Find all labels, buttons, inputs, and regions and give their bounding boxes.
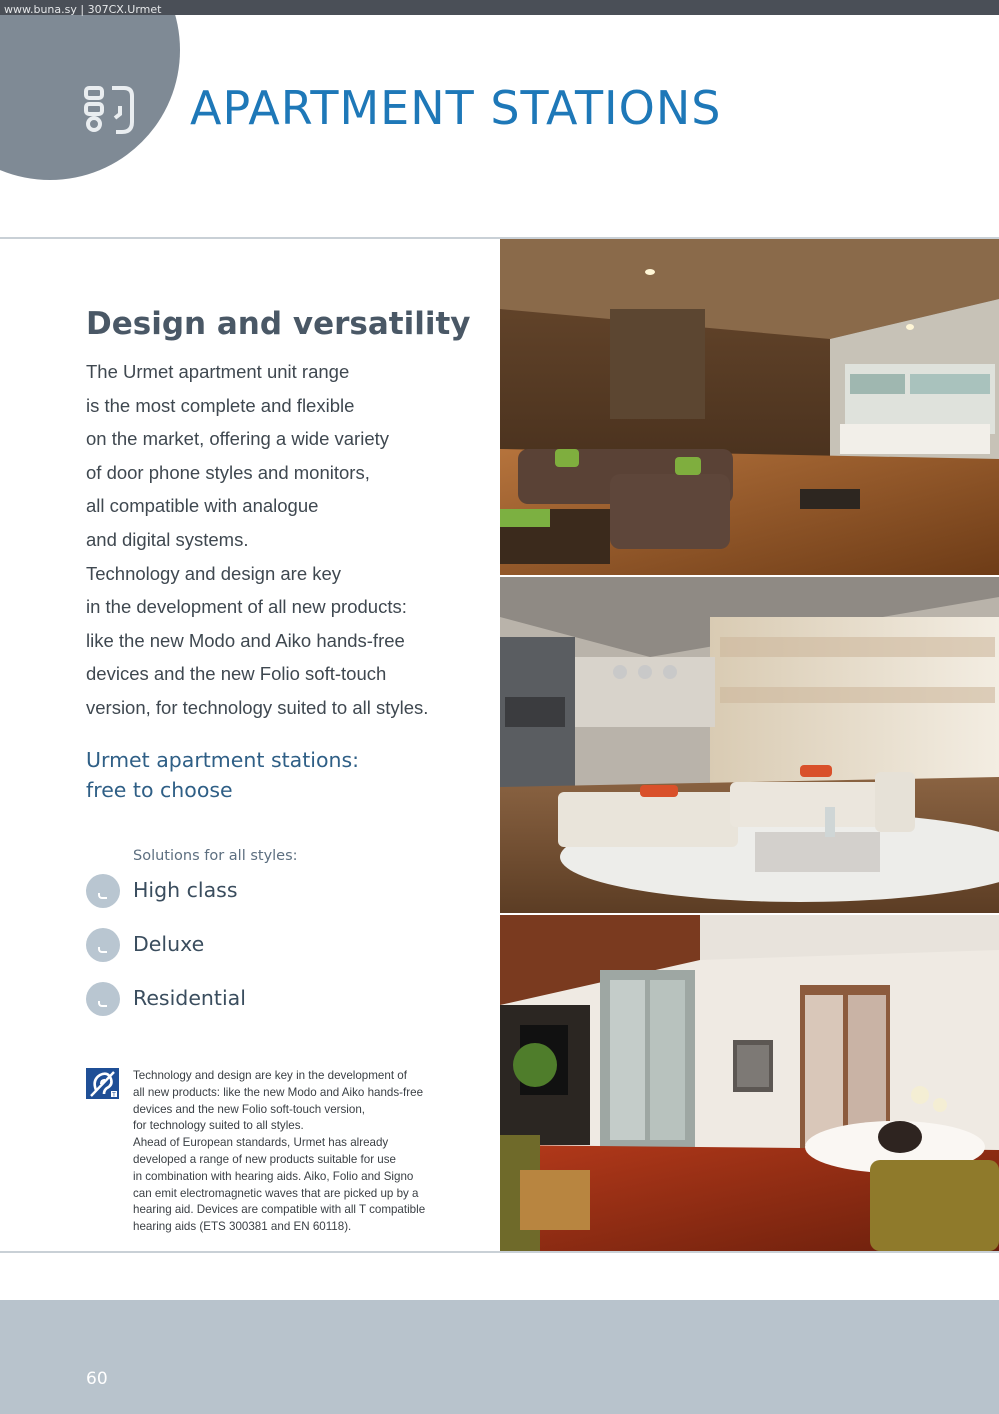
intro-line: Technology and design are key [86,562,342,584]
note-line: all new products: like the new Modo and Aiko hands-free [133,1085,424,1099]
subheading-line: Urmet apartment stations: [86,748,360,772]
living-room-photo-deluxe [500,577,999,913]
style-label: High class [133,878,238,902]
page-title: APARTMENT STATIONS [190,81,722,135]
note-line: developed a range of new products suitable for use [133,1152,396,1166]
browser-url-bar [0,0,999,15]
intro-line: The Urmet apartment unit range [86,361,350,382]
apartment-station-icon [82,84,136,138]
intro-line: and digital systems. [86,528,249,550]
bullet-circle-icon [86,874,120,908]
intro-line: devices and the new Folio soft-touch [86,663,387,685]
style-item-high-class [86,873,386,909]
living-room-photo-residential [500,915,999,1251]
bottom-divider [0,1251,999,1253]
bullet-circle-icon [86,982,120,1016]
intro-line: on the market, offering a wide variety [86,428,390,450]
intro-line: all compatible with analogue [86,495,319,517]
note-line: can emit electromagnetic waves that are picked up by a [133,1186,419,1200]
intro-line: version, for technology suited to all styles. [86,696,429,718]
svg-text:T: T [112,1091,116,1099]
intro-paragraph [86,355,486,725]
style-item-deluxe [86,927,386,963]
styles-caption: Solutions for all styles: [133,848,298,864]
style-item-residential [86,981,386,1017]
section-heading: Design and versatility [86,306,471,342]
stations-subheading [86,745,486,805]
note-line: hearing aids (ETS 300381 and EN 60118). [133,1220,352,1234]
intro-line: of door phone styles and monitors, [86,461,370,483]
subheading-line: free to choose [86,778,233,802]
footer-band [0,1300,999,1414]
intro-line: in the development of all new products: [86,596,407,618]
style-label: Deluxe [133,932,205,956]
browser-url-text: www.buna.sy | 307CX.Urmet [4,3,162,16]
note-line: in combination with hearing aids. Aiko, Folio and Signo [133,1169,414,1183]
hearing-aid-icon [86,1068,119,1099]
intro-line: like the new Modo and Aiko hands-free [86,629,405,651]
hearing-aid-note [133,1068,493,1236]
intro-line: is the most complete and flexible [86,394,355,416]
note-line: Ahead of European standards, Urmet has already [133,1136,389,1150]
page-number: 60 [86,1369,108,1389]
bullet-circle-icon [86,928,120,962]
note-line: Technology and design are key in the development of [133,1069,407,1082]
note-line: hearing aid. Devices are compatible with all T compatible [133,1203,426,1217]
style-label: Residential [133,986,246,1010]
note-line: devices and the new Folio soft-touch version, [133,1102,365,1116]
note-line: for technology suited to all styles. [133,1119,304,1133]
living-room-photo-high-class [500,239,999,575]
